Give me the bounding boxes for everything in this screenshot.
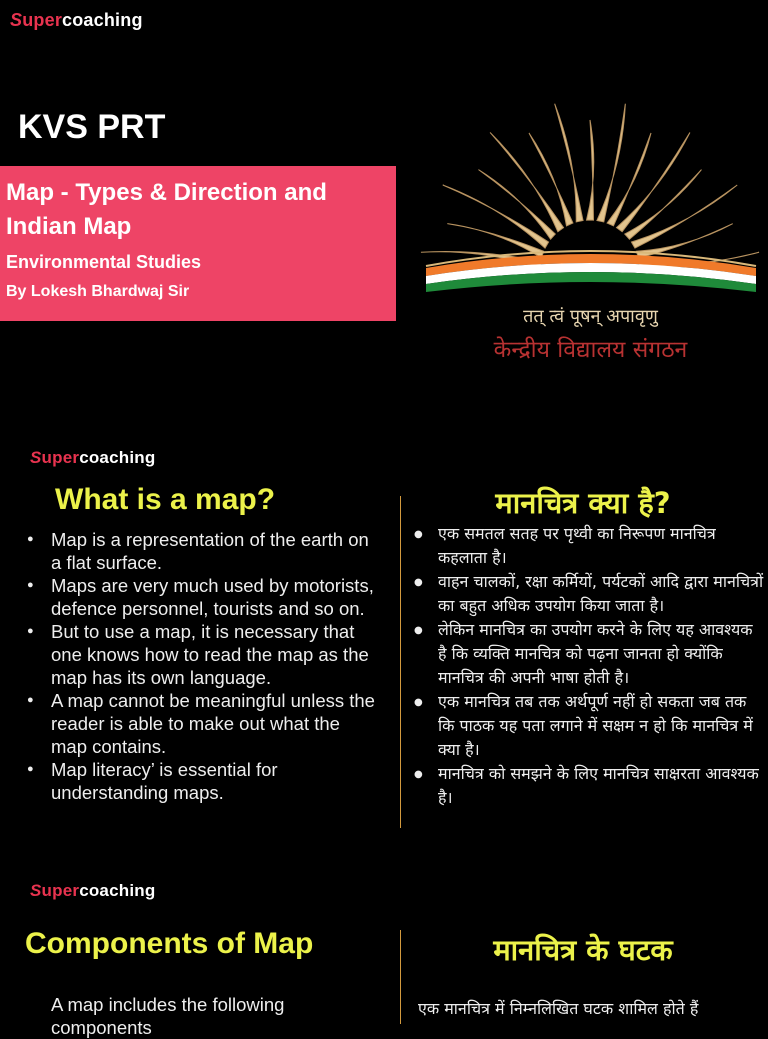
- sun-ray: [443, 185, 549, 248]
- organization-name: केन्द्रीय विद्यालय संगठन: [493, 337, 688, 363]
- sun-ray: [555, 104, 583, 222]
- list-item: ● मानचित्र को समझने के लिए मानचित्र साक्षरता आवश्यक है।: [412, 762, 764, 810]
- author-label: By Lokesh Bhardwaj Sir: [6, 283, 190, 300]
- components-intro-en: A map includes the following components: [51, 994, 285, 1038]
- list-item: ● Map literacy’ is essential for understanding maps.: [25, 758, 375, 804]
- section-heading-hi: मानचित्र क्या है?: [495, 486, 671, 520]
- sun-ray: [631, 185, 737, 248]
- components-heading-hi: मानचित्र के घटक: [493, 933, 673, 967]
- points-list-en: [25, 528, 375, 804]
- subject-label: Environmental Studies: [6, 252, 202, 272]
- column-divider: [400, 496, 401, 828]
- list-item: ● But to use a map, it is necessary that one knows how to read the map as the map has its own language.: [25, 620, 375, 689]
- sun-ray: [490, 132, 563, 231]
- components-heading-en: Components of Map: [25, 927, 314, 960]
- sun-ray: [587, 120, 594, 220]
- motto-text: तत् त्वं पूषन् अपावृणु: [523, 306, 658, 327]
- supercoaching-logo: Supercoaching: [10, 10, 143, 30]
- list-item: ● एक मानचित्र तब तक अर्थपूर्ण नहीं हो सकता जब तक कि पाठक यह पता लगाने में सक्षम न हो कि मानचित्र में क्या है।: [412, 690, 764, 762]
- list-item: ● Map is a representation of the earth on a flat surface.: [25, 528, 375, 574]
- list-item: ● A map cannot be meaningful unless the reader is able to make out what the map contains.: [25, 689, 375, 758]
- list-item: ● एक समतल सतह पर पृथ्वी का निरूपण मानचित्र कहलाता है।: [412, 522, 764, 570]
- topic-title: Map - Types & Direction and Indian Map: [6, 179, 327, 240]
- sun-ray: [479, 170, 556, 240]
- kvs-emblem: [418, 90, 763, 370]
- supercoaching-logo: Supercoaching: [30, 448, 156, 467]
- page-title: KVS PRT: [18, 108, 166, 146]
- sun-ray: [607, 133, 651, 226]
- topic-banner: [0, 166, 396, 321]
- list-item: ● वाहन चालकों, रक्षा कर्मियों, पर्यटकों आदि द्वारा मानचित्रों का बहुत अधिक उपयोग किया जाता है।: [412, 570, 764, 618]
- sun-rays-icon: [418, 90, 763, 305]
- sun-ray: [625, 170, 702, 240]
- column-divider: [400, 930, 401, 1024]
- list-item: ● लेकिन मानचित्र का उपयोग करने के लिए यह आवश्यक है कि व्यक्ति मानचित्र को पढ़ना जानता हो क्योंकि मानचित्र की अपनी भाषा होती है।: [412, 618, 764, 690]
- list-item: ● Maps are very much used by motorists, defence personnel, tourists and so on.: [25, 574, 375, 620]
- components-intro-hi: एक मानचित्र में निम्नलिखित घटक शामिल होते हैं: [418, 999, 699, 1018]
- section-heading-en: What is a map?: [55, 483, 276, 516]
- points-list-hi: [412, 522, 764, 810]
- supercoaching-logo: Supercoaching: [30, 881, 156, 900]
